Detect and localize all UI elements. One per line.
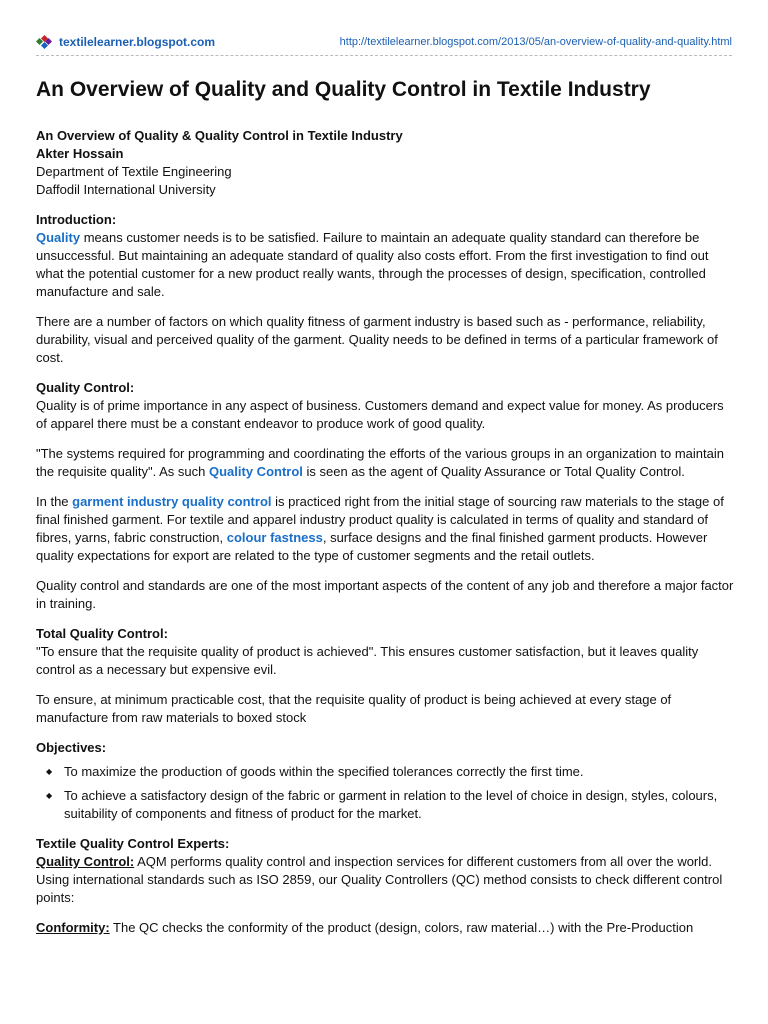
qc-text-3b: is practiced right from the initial stage of sourcing raw materials to the stage of final finished garment. For textile and apparel industry product quality is calculated in terms of quality and standard of fibres, yarns, fabric construction, (36, 494, 724, 545)
tqc-text-1: "To ensure that the requisite quality of product is achieved". This ensures customer satisfaction, but it leaves quality control as a necessary but expensive evil. (36, 644, 699, 677)
author-name: Akter Hossain (36, 146, 124, 161)
tqc-paragraph-1 (36, 625, 736, 679)
colour-fastness-link[interactable]: colour fastness (226, 530, 323, 545)
qc-text-3c: , surface designs and the final finished garment products. However quality expectations for export are related to the type of customer segments and the retail outlets. (36, 530, 708, 563)
article-body (36, 127, 736, 949)
qc-label: Quality Control: (36, 854, 135, 869)
site-name: textilelearner.blogspot.com (59, 35, 216, 49)
conformity-label: Conformity: (36, 920, 110, 935)
intro-heading: Introduction: (36, 212, 117, 227)
tqc-paragraph-2: To ensure, at minimum practicable cost, that the requisite quality of product is being achieved at every stage of manufacture from raw materials to boxed stock (36, 692, 672, 725)
page-url-link[interactable]: http://textilelearner.blogspot.com/2013/05/an-overview-of-quality-and-quality.html (339, 36, 732, 48)
author-department: Department of Textile Engineering (36, 164, 232, 179)
author-university: Daffodil International University (36, 182, 216, 197)
experts-heading: Textile Quality Control Experts: (36, 836, 230, 851)
experts-qc-text: AQM performs quality control and inspection services for different customers from all over the world. Using international standards such as ISO 2859, our Quality Controllers (QC) method consists to check different control points: (36, 854, 723, 905)
garment-qc-link[interactable]: garment industry quality control (72, 494, 272, 509)
tqc-heading: Total Quality Control: (36, 626, 168, 641)
qc-paragraph-3 (36, 493, 736, 565)
intro-paragraph-1 (36, 211, 736, 301)
list-item (36, 763, 736, 781)
bullet-icon: ◆ (46, 791, 53, 800)
objectives-heading: Objectives: (36, 740, 107, 755)
objectives-list (36, 763, 736, 823)
objective-text-1: To maximize the production of goods within the specified tolerances correctly the first time. (64, 764, 584, 779)
qc-text-1: Quality is of prime importance in any aspect of business. Customers demand and expect value for money. As producers of apparel there must be a constant endeavor to produce work of good quality. (36, 398, 724, 431)
objective-text-2: To achieve a satisfactory design of the fabric or garment in relation to the level of choice in design, styles, colours, suitability of components and fitness of product for the market. (64, 788, 718, 821)
qc-heading: Quality Control: (36, 380, 135, 395)
qc-paragraph-2 (36, 445, 736, 481)
intro-paragraph-2: There are a number of factors on which quality fitness of garment industry is based such as - performance, reliability, durability, visual and perceived quality of the garment. Quality needs to be defined in terms of a particular framework of cost. (36, 314, 718, 365)
header-divider (36, 55, 732, 56)
byline (36, 127, 736, 199)
list-item (36, 787, 736, 823)
conformity-text: The QC checks the conformity of the product (design, colors, raw material…) with the Pre-Production (109, 920, 694, 935)
article-subtitle: An Overview of Quality & Quality Control in Textile Industry (36, 128, 403, 143)
intro-text-1: means customer needs is to be satisfied. Failure to maintain an adequate quality standard can therefore be unsuccessful. But maintaining an adequate standard of quality also costs effort. From the first investigation to find out what the potential customer for a new product really wants, through the processes of design, specification, controlled manufacture and sale. (36, 230, 709, 299)
bullet-icon: ◆ (46, 767, 53, 776)
conformity-paragraph (36, 919, 736, 937)
qc-text-3a: In the (36, 494, 73, 509)
site-logo-icon (36, 34, 52, 50)
quality-control-link[interactable]: Quality Control (209, 464, 303, 479)
page-title: An Overview of Quality and Quality Control in Textile Industry (36, 78, 651, 101)
site-link[interactable] (36, 34, 215, 50)
page-header (36, 32, 732, 52)
qc-paragraph-4: Quality control and standards are one of the most important aspects of the content of any job and therefore a major factor in training. (36, 578, 734, 611)
qc-paragraph-1 (36, 379, 736, 433)
qc-text-2b: is seen as the agent of Quality Assurance or Total Quality Control. (302, 464, 685, 479)
experts-paragraph (36, 835, 736, 907)
qc-text-2a: "The systems required for programming and coordinating the efforts of the various groups in an organization to maintain the requisite quality". As such (36, 446, 724, 479)
quality-link[interactable]: Quality (36, 230, 81, 245)
